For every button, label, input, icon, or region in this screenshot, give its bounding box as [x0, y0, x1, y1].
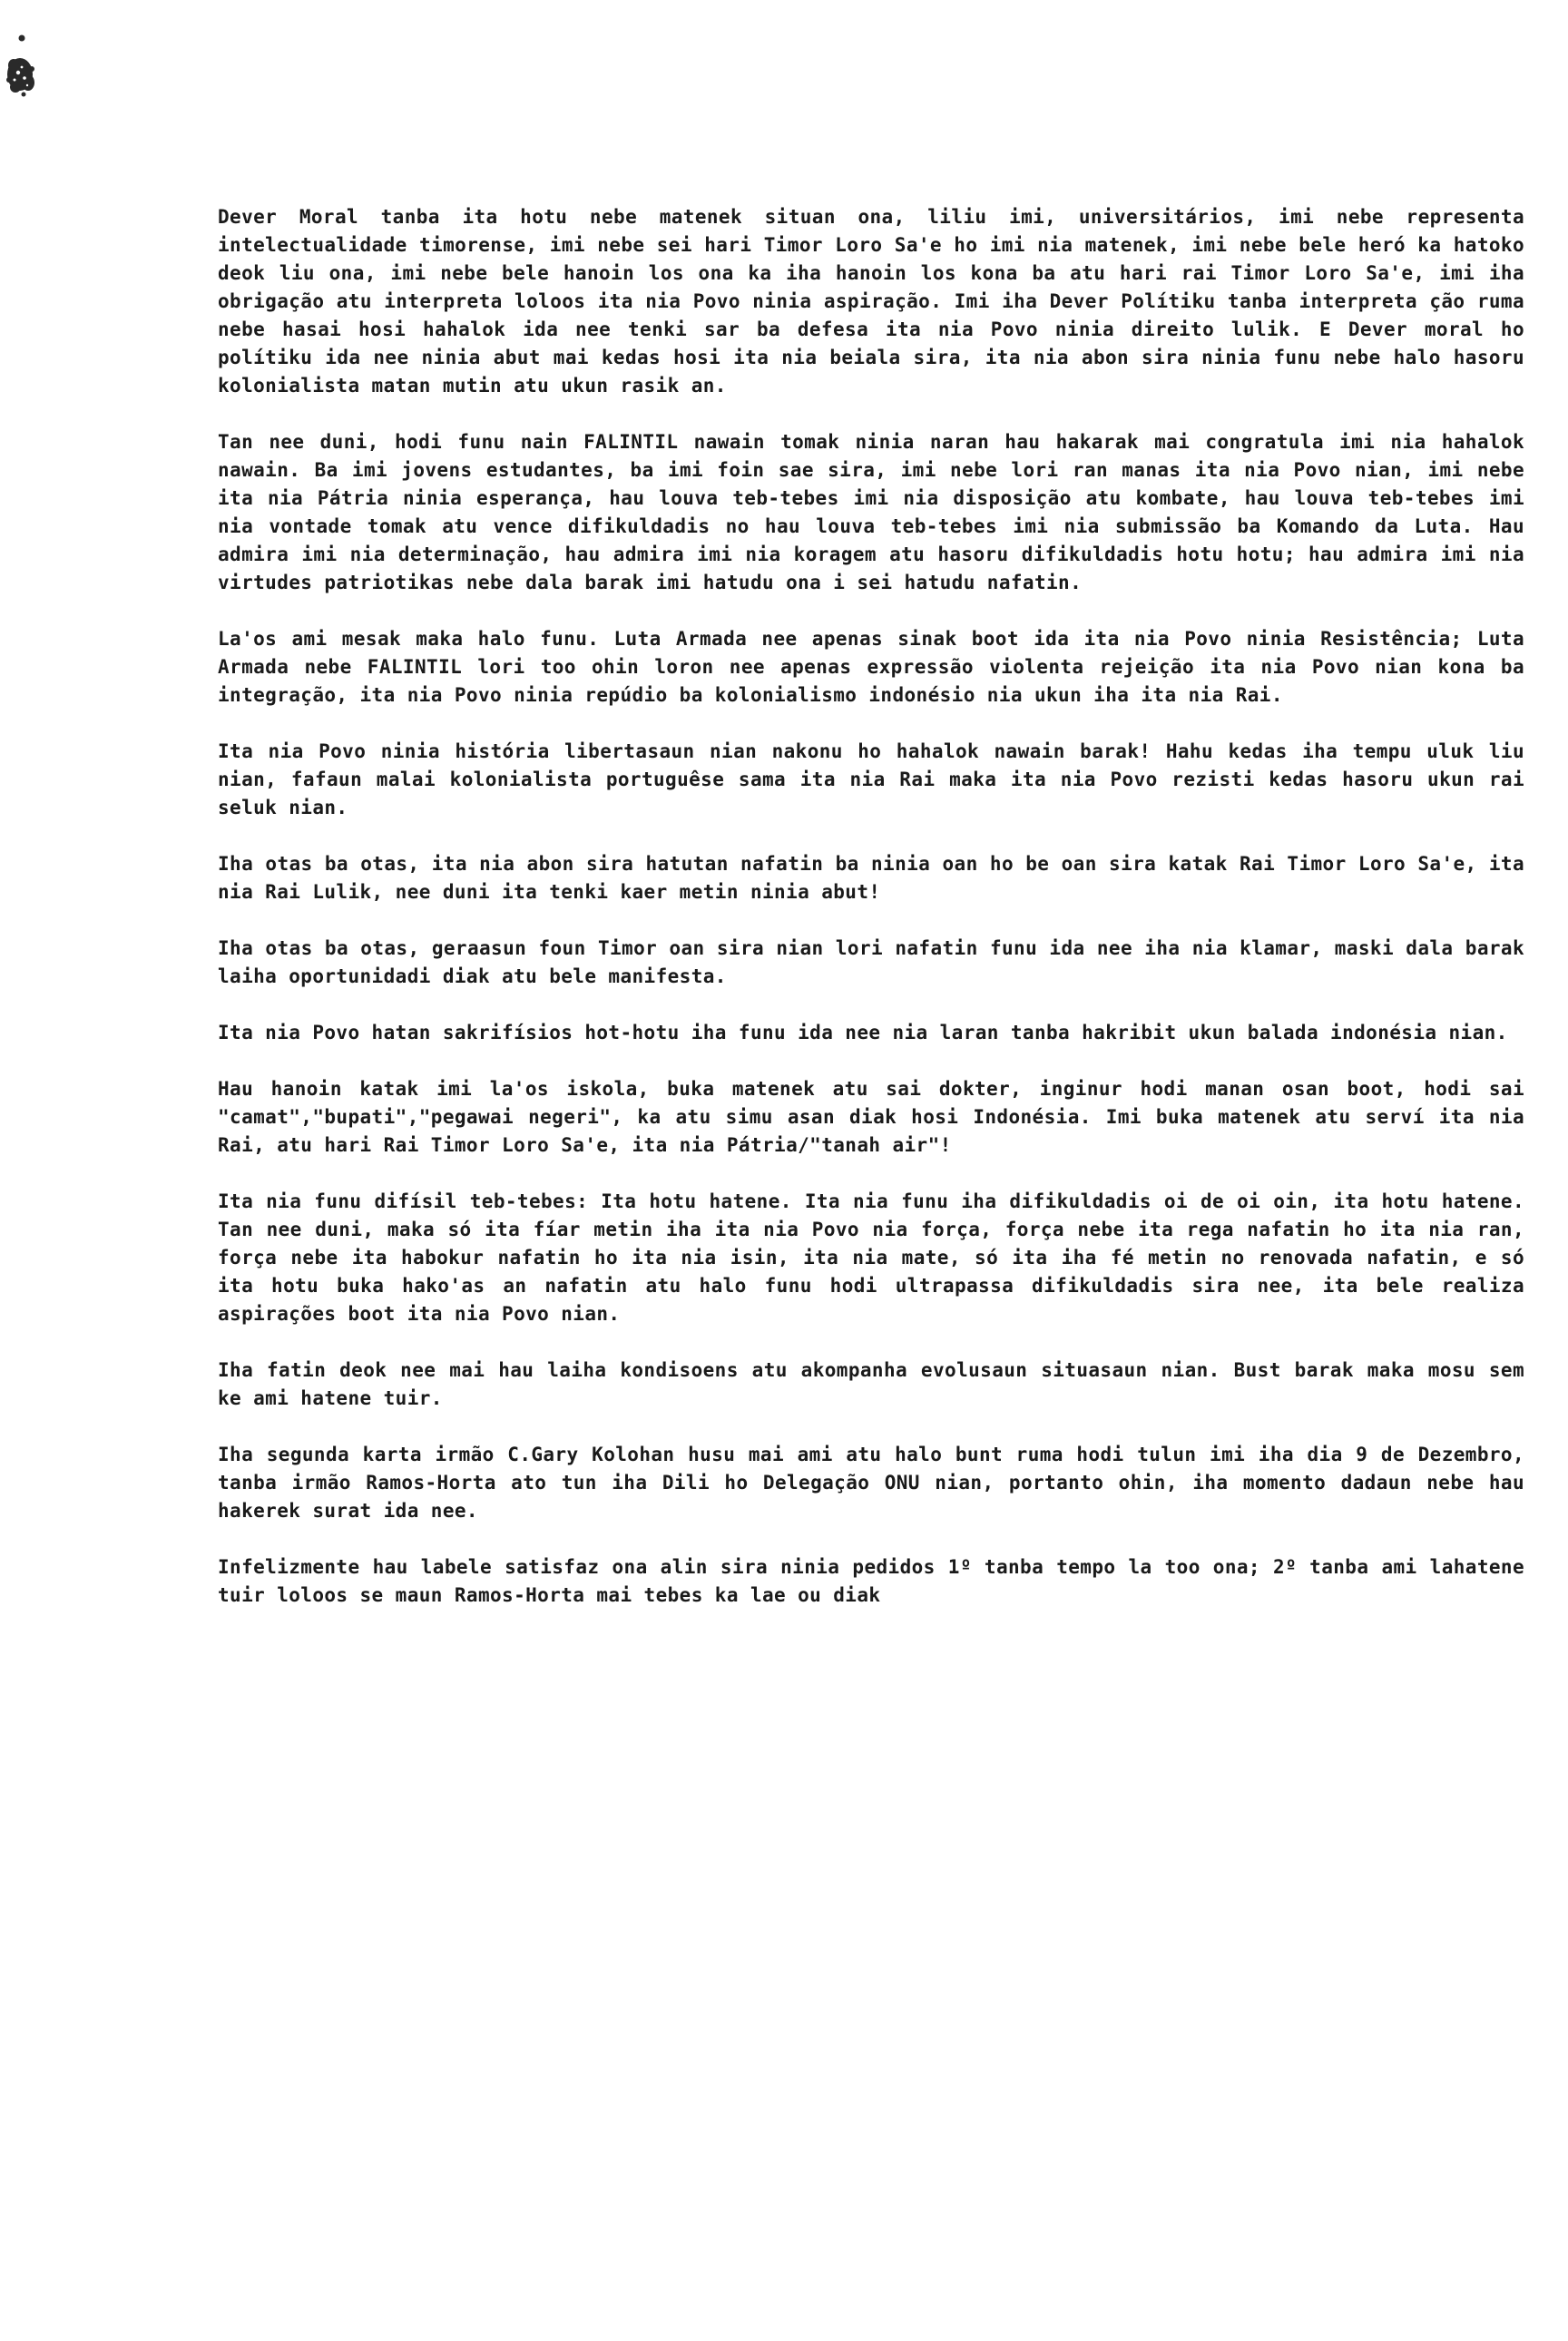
- paragraph-geraasun-foun: Iha otas ba otas, geraasun foun Timor oan sira nian lori nafatin funu ida nee iha nia klamar, maski dala barak laiha oportunidadi diak atu bele manifesta.: [218, 937, 1524, 987]
- paragraph-congratula: Tan nee duni, hodi funu nain FALINTIL nawain tomak ninia naran hau hakarak mai congratula imi nia hahalok nawain. Ba imi jovens estudantes, ba imi foin sae sira, imi nebe lori ran manas ita nia Povo nian, imi nebe ita nia Pátria ninia esperança, hau louva teb-tebes imi nia disposição atu kombate, hau louva teb-tebes imi nia vontade tomak atu vence difikuldadis no hau louva teb-tebes imi nia submissão ba Komando da Luta. Hau admira imi nia determinação, hau admira imi nia koragem atu hasoru difikuldadis hotu hotu; hau admira imi nia virtudes patriotikas nebe dala barak imi hatudu ona i sei hatudu nafatin.: [218, 431, 1524, 593]
- ink-blot-mark: [2, 33, 42, 105]
- paragraph-historia: Ita nia Povo ninia história libertasaun nian nakonu ho hahalok nawain barak! Hahu kedas iha tempu uluk liu nian, fafaun malai kolonialista portuguêse sama ita nia Rai maka ita nia Povo rezisti kedas hasoru ukun rai seluk nian.: [218, 740, 1524, 818]
- paragraph-abon-sira: Iha otas ba otas, ita nia abon sira hatutan nafatin ba ninia oan ho be oan sira katak Rai Timor Loro Sa'e, ita nia Rai Lulik, nee duni ita tenki kaer metin ninia abut!: [218, 853, 1524, 903]
- paragraph-iskola: Hau hanoin katak imi la'os iskola, buka matenek atu sai dokter, inginur hodi manan osan boot, hodi sai "camat","bupati","pegawai negeri", ka atu simu asan diak hosi Indonésia. Imi buka matenek atu serví ita nia Rai, atu hari Rai Timor Loro Sa'e, ita nia Pátria/"tanah air"!: [218, 1078, 1524, 1156]
- paragraph-fatin-deok: Iha fatin deok nee mai hau laiha kondisoens atu akompanha evolusaun situasaun nian. Bust barak maka mosu sem ke ami hatene tuir.: [218, 1359, 1524, 1409]
- paragraph-segunda-karta: Iha segunda karta irmão C.Gary Kolohan husu mai ami atu halo bunt ruma hodi tulun imi iha dia 9 de Dezembro, tanba irmão Ramos-Horta ato tun iha Dili ho Delegação ONU nian, portanto ohin, iha momento dadaun nebe hau hakerek surat ida nee.: [218, 1444, 1524, 1522]
- paragraph-dever-moral: Dever Moral tanba ita hotu nebe matenek situan ona, liliu imi, universitários, imi nebe representa intelectualidade timorense, imi nebe sei hari Timor Loro Sa'e ho imi nia matenek, imi nebe bele heró ka hatoko deok liu ona, imi nebe bele hanoin los ona ka iha hanoin los kona ba atu hari rai Timor Loro Sa'e, imi iha obrigação atu interpreta loloos ita nia Povo ninia aspiração. Imi iha Dever Polítiku tanba interpreta ção ruma nebe hasai hosi hahalok ida nee tenki sar ba defesa ita nia Povo ninia direito lulik. E Dever moral ho polítiku ida nee ninia abut mai kedas hosi ita nia beiala sira, ita nia abon sira ninia funu nebe halo hasoru kolonialista matan mutin atu ukun rasik an.: [218, 206, 1524, 397]
- paragraph-luta-armada: La'os ami mesak maka halo funu. Luta Armada nee apenas sinak boot ida ita nia Povo ninia Resistência; Luta Armada nebe FALINTIL lori too ohin loron nee apenas expressão violenta rejeição ita nia Povo nian kona ba integração, ita nia Povo ninia repúdio ba kolonialismo indonésio nia ukun iha ita nia Rai.: [218, 628, 1524, 706]
- letter-body: [218, 203, 1524, 1610]
- paragraph-infelizmente: Infelizmente hau labele satisfaz ona alin sira ninia pedidos 1º tanba tempo la too ona; 2º tanba ami lahatene tuir loloos se maun Ramos-Horta mai tebes ka lae ou diak: [218, 1556, 1524, 1606]
- paragraph-sakrifisios: Ita nia Povo hatan sakrifísios hot-hotu iha funu ida nee nia laran tanba hakribit ukun balada indonésia nian.: [218, 1022, 1508, 1043]
- paragraph-funu-difisil: Ita nia funu difísil teb-tebes: Ita hotu hatene. Ita nia funu iha difikuldadis oi de oi oin, ita hotu hatene. Tan nee duni, maka só ita fíar metin iha ita nia Povo nia força, força nebe ita rega nafatin ho ita nia ran, força nebe ita habokur nafatin ho ita nia isin, ita nia mate, só ita iha fé metin no renovada nafatin, e só ita hotu buka hako'as an nafatin atu halo funu hodi ultrapassa difikuldadis sira nee, ita bele realiza aspirações boot ita nia Povo nian.: [218, 1190, 1524, 1325]
